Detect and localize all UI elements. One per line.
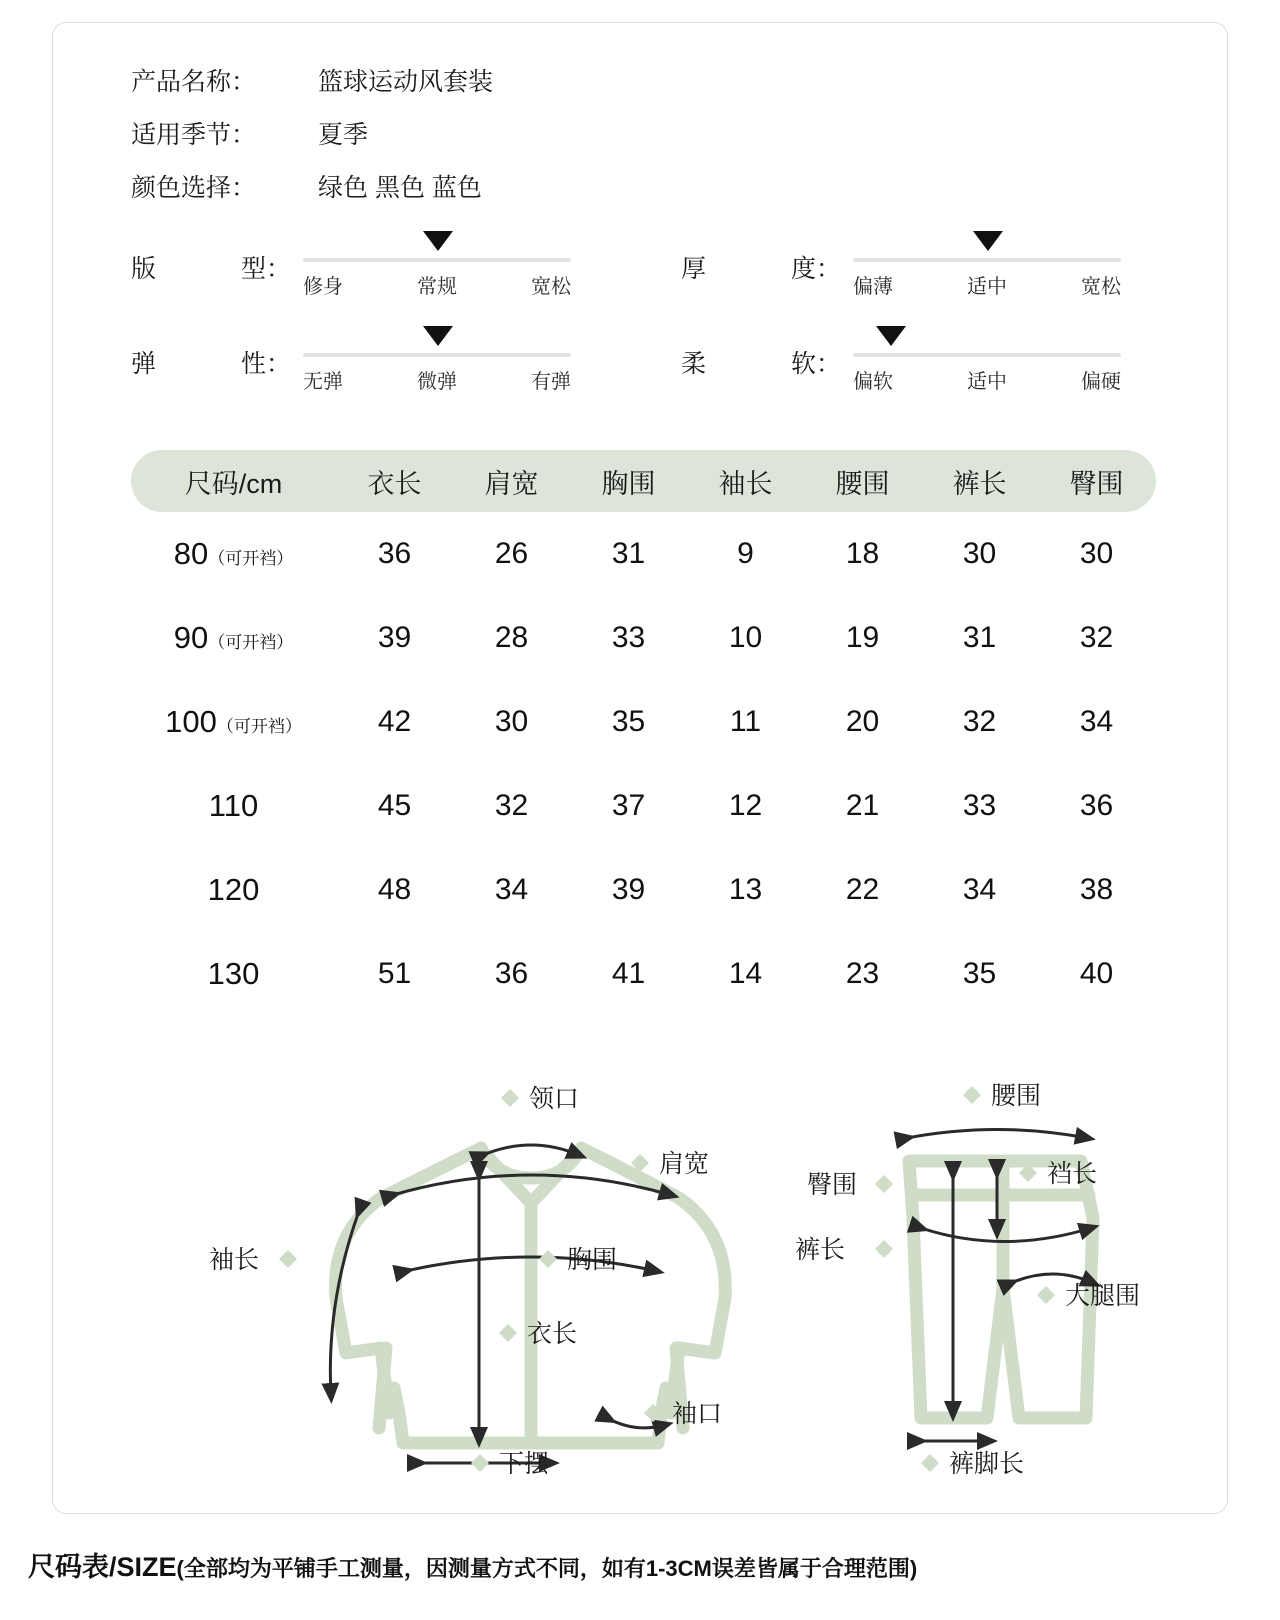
slider-fit-ticks (303, 270, 571, 299)
table-cell-size (131, 872, 336, 908)
table-cell-length: 51 (377, 957, 412, 990)
footer-note-text: (全部均为平铺手工测量，因测量方式不同，如有1-3CM误差皆属于合理范围) (176, 1556, 918, 1581)
table-cell-hip: 34 (1079, 705, 1114, 738)
slider-softness-marker-icon[interactable] (876, 326, 906, 346)
table-cell-pants-length: 32 (962, 705, 997, 738)
diamond-bullet-icon (539, 1250, 557, 1268)
table-cell-shoulder: 30 (494, 705, 529, 738)
table-cell-sleeve: 11 (729, 705, 762, 738)
diamond-bullet-icon (875, 1175, 893, 1193)
table-cell-shoulder: 32 (494, 789, 529, 822)
spec-value-color: 绿色 黑色 蓝色 (318, 173, 482, 202)
table-cell-hip: 40 (1079, 957, 1114, 990)
label-waist: 腰围 (991, 1082, 1042, 1110)
size-note: （可开裆） (216, 717, 302, 736)
table-header-bust: 胸围 (601, 468, 656, 499)
spec-label-season: 适用季节： (131, 120, 257, 149)
table-cell-size (131, 956, 336, 992)
table-cell-size (131, 536, 336, 572)
size-note: （可开裆） (208, 549, 294, 568)
table-cell-waist: 19 (845, 621, 880, 654)
label-pants-length: 裤长 (795, 1236, 846, 1264)
table-cell-shoulder: 34 (494, 873, 529, 906)
spec-label-color: 颜色选择： (131, 173, 257, 202)
measurement-diagram-svg (131, 1043, 1161, 1503)
diamond-bullet-icon (1037, 1286, 1055, 1304)
size-table (131, 450, 1156, 1016)
table-header-waist: 腰围 (835, 468, 890, 499)
spec-value-product-name: 篮球运动风套装 (318, 67, 494, 96)
slider-elasticity-label-left: 弹 (131, 350, 157, 378)
slider-elasticity-body[interactable] (303, 326, 573, 394)
slider-elasticity (131, 326, 641, 421)
table-cell-hip: 38 (1079, 873, 1114, 906)
size-value: 100 (165, 704, 217, 739)
label-shoulder: 肩宽 (659, 1150, 710, 1178)
table-cell-bust: 31 (611, 537, 646, 570)
slider-fit-label-left: 版 (131, 255, 157, 283)
label-cuff: 袖口 (672, 1400, 723, 1428)
slider-softness-tick-0: 偏软 (853, 371, 893, 393)
table-header-sleeve: 袖长 (718, 468, 773, 499)
slider-fit-marker-icon[interactable] (423, 231, 453, 251)
table-cell-size (131, 620, 336, 656)
label-thigh: 大腿围 (1065, 1282, 1141, 1310)
slider-elasticity-marker-icon[interactable] (423, 326, 453, 346)
size-chart-card (52, 22, 1228, 1514)
product-spec-list (131, 53, 1181, 212)
table-cell-length: 42 (377, 705, 412, 738)
label-hip: 臀围 (807, 1171, 858, 1199)
table-cell-pants-length: 34 (962, 873, 997, 906)
slider-thickness-tick-2: 宽松 (1081, 276, 1121, 298)
table-cell-pants-length: 35 (962, 957, 997, 990)
table-cell-bust: 37 (611, 789, 646, 822)
diamond-bullet-icon (875, 1240, 893, 1258)
slider-softness-track[interactable] (853, 353, 1121, 357)
slider-softness-ticks (853, 365, 1121, 394)
table-row (131, 680, 1156, 764)
slider-fit-tick-0: 修身 (303, 276, 343, 298)
table-row (131, 764, 1156, 848)
slider-thickness-body[interactable] (853, 231, 1123, 299)
slider-thickness (641, 231, 1191, 326)
diamond-bullet-icon (963, 1086, 981, 1104)
table-cell-length: 45 (377, 789, 412, 822)
label-bust: 胸围 (567, 1246, 618, 1274)
slider-elasticity-tick-2: 有弹 (531, 371, 571, 393)
slider-thickness-label-left: 厚 (681, 255, 707, 283)
spec-label-product-name: 产品名称： (131, 67, 257, 96)
label-crotch: 裆长 (1047, 1160, 1098, 1188)
slider-fit-track[interactable] (303, 258, 571, 262)
diamond-bullet-icon (501, 1089, 519, 1107)
top-diagram-labels (209, 1085, 722, 1478)
spec-row-product-name (131, 53, 1181, 106)
footer-title: 尺码表/SIZE (28, 1552, 177, 1582)
table-cell-bust: 39 (611, 873, 646, 906)
label-sleeve: 袖长 (209, 1246, 260, 1274)
slider-thickness-tick-1: 适中 (967, 276, 1007, 298)
slider-thickness-marker-icon[interactable] (973, 231, 1003, 251)
table-row (131, 512, 1156, 596)
slider-softness-tick-2: 偏硬 (1081, 371, 1121, 393)
slider-softness-body[interactable] (853, 326, 1123, 394)
top-garment-shape (336, 1148, 726, 1443)
size-note: （可开裆） (208, 633, 294, 652)
table-cell-bust: 35 (611, 705, 646, 738)
table-cell-length: 39 (377, 621, 412, 654)
table-row (131, 848, 1156, 932)
slider-thickness-track[interactable] (853, 258, 1121, 262)
size-value: 130 (207, 956, 260, 991)
table-row (131, 932, 1156, 1016)
table-cell-hip: 32 (1079, 621, 1114, 654)
table-header-hip: 臀围 (1069, 468, 1124, 499)
table-cell-waist: 21 (845, 789, 880, 822)
slider-fit-tick-2: 宽松 (531, 276, 571, 298)
table-cell-waist: 22 (845, 873, 880, 906)
table-cell-bust: 33 (611, 621, 646, 654)
table-header-pants-length: 裤长 (952, 468, 1007, 499)
table-cell-length: 48 (377, 873, 412, 906)
table-cell-pants-length: 31 (962, 621, 997, 654)
table-cell-size (131, 788, 336, 824)
slider-fit (131, 231, 641, 326)
slider-fit-tick-1: 常规 (417, 276, 457, 298)
table-cell-size (131, 704, 336, 740)
table-cell-waist: 20 (845, 705, 880, 738)
spec-value-season: 夏季 (318, 120, 369, 149)
slider-softness-tick-1: 适中 (967, 371, 1007, 393)
table-cell-hip: 36 (1079, 789, 1114, 822)
arrow-waist (907, 1130, 1087, 1139)
slider-row-1 (131, 231, 1191, 326)
table-cell-hip: 30 (1079, 537, 1114, 570)
slider-softness-label-right: 软： (790, 350, 841, 378)
table-header-length: 衣长 (367, 468, 422, 499)
table-cell-sleeve: 14 (728, 957, 763, 990)
slider-thickness-ticks (853, 270, 1121, 299)
label-neckline: 领口 (529, 1085, 580, 1113)
table-cell-shoulder: 36 (494, 957, 529, 990)
slider-softness-label (681, 326, 841, 380)
table-cell-waist: 23 (845, 957, 880, 990)
table-header-size: 尺码/cm (184, 468, 283, 499)
slider-elasticity-label-right: 性： (240, 350, 291, 378)
table-cell-sleeve: 10 (728, 621, 763, 654)
table-cell-sleeve: 12 (728, 789, 763, 822)
label-hem: 下摆 (499, 1450, 550, 1478)
table-cell-shoulder: 26 (494, 537, 529, 570)
size-value: 110 (208, 788, 259, 823)
table-cell-sleeve: 13 (728, 873, 763, 906)
slider-elasticity-tick-1: 微弹 (417, 371, 457, 393)
size-value: 90 (173, 620, 209, 655)
size-value: 120 (207, 872, 260, 907)
table-cell-shoulder: 28 (494, 621, 529, 654)
label-leg-opening: 裤脚长 (949, 1450, 1025, 1478)
diamond-bullet-icon (499, 1324, 517, 1342)
table-header-shoulder: 肩宽 (484, 468, 539, 499)
slider-row-2 (131, 326, 1191, 421)
diamond-bullet-icon (279, 1250, 297, 1268)
table-cell-pants-length: 33 (962, 789, 997, 822)
spec-row-color (131, 159, 1181, 212)
slider-thickness-tick-0: 偏薄 (853, 276, 893, 298)
slider-fit-body[interactable] (303, 231, 573, 299)
table-cell-bust: 41 (611, 957, 646, 990)
slider-fit-label-right: 型： (240, 255, 291, 283)
table-cell-waist: 18 (845, 537, 880, 570)
measurement-diagrams (131, 1043, 1161, 1503)
slider-fit-label (131, 231, 291, 285)
table-header-row (131, 450, 1156, 512)
footer-note (28, 1545, 1258, 1584)
diamond-bullet-icon (471, 1454, 489, 1472)
slider-thickness-label (681, 231, 841, 285)
slider-elasticity-ticks (303, 365, 571, 394)
size-value: 80 (173, 536, 209, 571)
slider-thickness-label-right: 度： (790, 255, 841, 283)
slider-elasticity-tick-0: 无弹 (303, 371, 343, 393)
table-cell-sleeve: 9 (737, 537, 754, 570)
table-row (131, 596, 1156, 680)
spec-row-season (131, 106, 1181, 159)
diamond-bullet-icon (921, 1454, 939, 1472)
slider-elasticity-label (131, 326, 291, 380)
label-body-length: 衣长 (527, 1320, 578, 1348)
arrow-neckline (483, 1145, 579, 1155)
slider-softness (641, 326, 1191, 421)
table-cell-length: 36 (377, 537, 412, 570)
slider-softness-label-left: 柔 (681, 350, 707, 378)
table-cell-pants-length: 30 (962, 537, 997, 570)
attribute-sliders (131, 231, 1191, 421)
slider-elasticity-track[interactable] (303, 353, 571, 357)
